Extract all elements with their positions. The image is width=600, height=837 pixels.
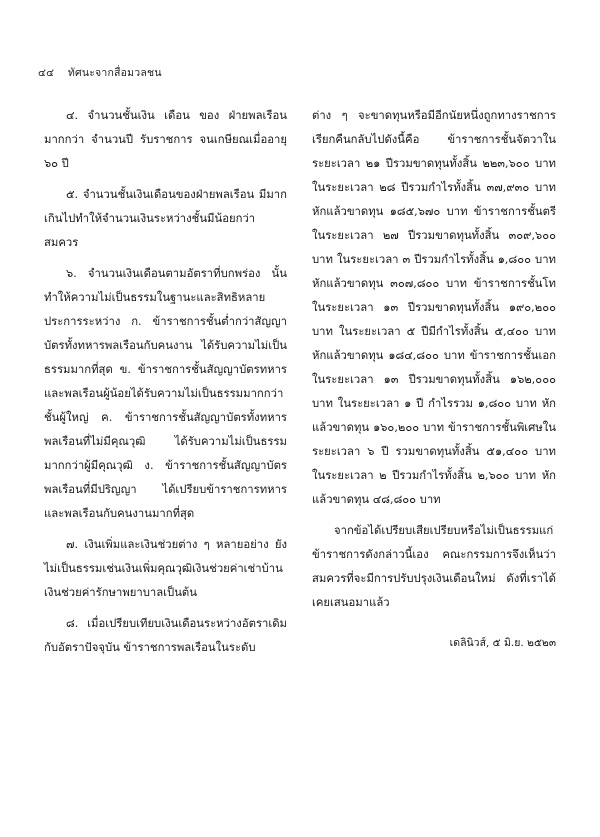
paragraph-item-6: ๖. จำนวนเงินเดือนตามอัตราที่บกพร่อง นั้นทำให้ความไม่เป็นธรรมในฐานะและสิทธิหลาย ประการระหว่าง ก. ข้าราชการชั้นต่ำกว่าสัญญาบัตรทั้งทหารพลเรือนกับคนงาน ได้รับความไม่เป็นธรรมมากที่สุด ข. ข้าราชการชั้นสัญญาบัตรทหารและพลเรือนผู้น้อยได้รับความไม่เป็นธรรมมากกว่าชั้นผู้ใหญ่ ค. ข้าราชการชั้นสัญญาบัตรทั้งทหารพลเรือนที่ไม่มีคุณวุฒิ ได้รับความไม่เป็นธรรมมากกว่าผู้มีคุณวุฒิ ง. ข้าราชการชั้นสัญญาบัตรพลเรือนที่มีปริญญา ได้เปรียบข้าราชการทหาร และพลเรือนกับคนงานมากที่สุด xyxy=(44,267,287,520)
paragraph-item-8: ๘. เมื่อเปรียบเทียบเงินเดือนระหว่างอัตราเดิมกับอัตราปัจจุบัน ข้าราชการพลเรือนในระดับ xyxy=(44,617,287,654)
page-number: ๔๔ xyxy=(38,67,55,79)
paragraph-item-5: ๕. จำนวนชั้นเงินเดือนของฝ่ายพลเรือน มีมากเกินไปทำให้จำนวนเงินระหว่างชั้นมีน้อยกว่าสมควร xyxy=(44,188,287,249)
left-column xyxy=(44,104,287,667)
paragraph-item-7: ๗. เงินเพิ่มและเงินช่วยต่าง ๆ หลายอย่าง ยังไม่เป็นธรรมเช่นเงินเพิ่มคุณวุฒิเงินช่วยค่าเช่าบ้าน เงินช่วยค่ารักษาพยาบาลเป็นต้น xyxy=(44,538,287,599)
section-title: ทัศนะจากสื่อมวลชน xyxy=(67,67,162,79)
source-citation: เดลินิวส์, ๕ มิ.ย. ๒๕๒๓ xyxy=(449,637,556,649)
right-column xyxy=(312,104,556,655)
paragraph-conclusion: จากข้อได้เปรียบเสียเปรียบหรือไม่เป็นธรรมแก่ข้าราชการดังกล่าวนี้เอง คณะกรรมการจึงเห็นว่าสมควรที่จะมีการปรับปรุงเงินเดือนใหม่ ดังที่เราได้เคยเสนอมาแล้ว xyxy=(312,524,556,609)
paragraph-item-8-continued: ต่าง ๆ จะขาดทุนหรือมีอีกนัยหนึ่งถูกทางราชการเรียกคืนกลับไปดังนี้คือ ข้าราชการชั้นจัตวาในระยะเวลา ๒๑ ปีรวมขาดทุนทั้งสิ้น ๒๒๓,๖๐๐ บาท ในระยะเวลา ๒๘ ปีรวมกำไรทั้งสิ้น ๓๗,๙๓๐ บาท หักแล้วขาดทุน ๑๘๕,๖๗๐ บาท ข้าราชการชั้นตรี ในระยะเวลา ๒๗ ปีรวมขาดทุนทั้งสิ้น ๓๐๙,๖๐๐ บาท ในระยะเวลา ๓ ปีรวมกำไรทั้งสิ้น ๑,๘๐๐ บาท หักแล้วขาดทุน ๓๐๗,๘๐๐ บาท ข้าราชการชั้นโทในระยะเวลา ๑๓ ปีรวมขาดทุนทั้งสิ้น ๑๙๐,๒๐๐ บาท ในระยะเวลา ๕ ปีมีกำไรทั้งสิ้น ๕,๔๐๐ บาท หักแล้วขาดทุน ๑๘๔,๘๐๐ บาท ข้าราชการชั้นเอกในระยะเวลา ๑๓ ปีรวมขาดทุนทั้งสิ้น ๑๖๒,๐๐๐ บาท ในระยะเวลา ๑ ปี กำไรรวม ๑,๘๐๐ บาท หักแล้วขาดทุน ๑๖๐,๒๐๐ บาท ข้าราชการชั้นพิเศษในระยะเวลา ๖ ปี รวมขาดทุนทั้งสิ้น ๕๑,๔๐๐ บาท ในระยะเวลา ๒ ปีรวมกำไรทั้งสิ้น ๒,๖๐๐ บาท หักแล้วขาดทุน ๔๘,๘๐๐ บาท xyxy=(312,109,556,506)
paragraph-item-4: ๔. จำนวนชั้นเงิน เดือน ของ ฝ่ายพลเรือน มากกว่า จำนวนปี รับราชการ จนเกษียณเมื่ออายุ ๖๐ ปี xyxy=(44,109,287,170)
running-header xyxy=(38,64,162,81)
